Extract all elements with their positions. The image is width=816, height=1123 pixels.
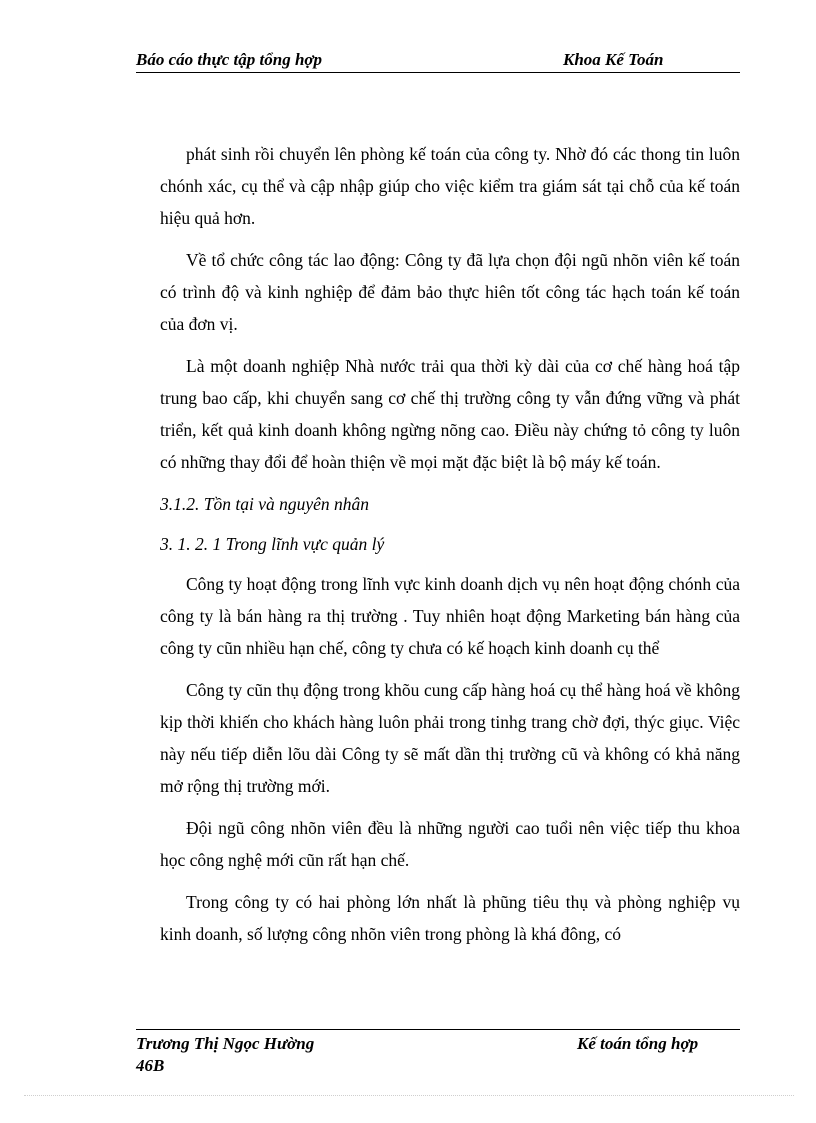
footer-class: 46B — [136, 1056, 165, 1075]
page-footer — [136, 1033, 740, 1079]
paragraph-6: Đội ngũ công nhõn viên đều là những người cao tuổi nên việc tiếp thu khoa học công nghệ mới cũn rất hạn chế. — [160, 818, 740, 870]
footer-rule — [136, 1029, 740, 1030]
paragraph-7: Trong công ty có hai phòng lớn nhất là phũng tiêu thụ và phòng nghiệp vụ kinh doanh, số lượng công nhõn viên trong phòng là khá đông, có — [160, 892, 740, 944]
header-faculty: Khoa Kế Toán — [563, 50, 664, 69]
header-rule — [136, 72, 740, 73]
footer-author: Trương Thị Ngọc Hường — [136, 1034, 315, 1053]
page-header — [136, 50, 740, 72]
paragraph-2: Về tổ chức công tác lao động: Công ty đã lựa chọn đội ngũ nhõn viên kế toán có trình độ và kinh nghiệp để đảm bảo thực hiên tốt công tác hạch toán kế toán của đơn vị. — [160, 250, 740, 334]
header-report-title: Báo cáo thực tập tổng hợp — [136, 50, 323, 69]
section-heading-3-1-2: 3.1.2. Tồn tại và nguyên nhân — [160, 494, 370, 514]
page-body — [160, 138, 740, 960]
paragraph-3: Là một doanh nghiệp Nhà nước trải qua thời kỳ dài của cơ chế hàng hoá tập trung bao cấp, khi chuyển sang cơ chế thị trường công ty vẫn đứng vững và phát triển, kết quả kinh doanh không ngừng nõng cao. Điều này chứng tỏ công ty luôn có những thay đổi để hoàn thiện về mọi mặt đặc biệt là bộ máy kế toán. — [160, 356, 740, 472]
subsection-heading-3-1-2-1: 3. 1. 2. 1 Trong lĩnh vực quản lý — [160, 534, 385, 554]
paragraph-4: Công ty hoạt động trong lĩnh vực kinh doanh dịch vụ nên hoạt động chónh của công ty là bán hàng ra thị trường . Tuy nhiên hoạt động Marketing bán hàng của công ty cũn nhiều hạn chế, công ty chưa có kế hoạch kinh doanh cụ thể — [160, 574, 740, 658]
footer-subject: Kế toán tổng hợp — [577, 1034, 699, 1053]
page-bottom-border — [24, 1095, 794, 1096]
paragraph-1: phát sinh rồi chuyển lên phòng kế toán của công ty. Nhờ đó các thong tin luôn chónh xác, cụ thể và cập nhập giúp cho việc kiểm tra giám sát tại chỗ của kế toán hiệu quả hơn. — [160, 144, 740, 228]
paragraph-5: Công ty cũn thụ động trong khõu cung cấp hàng hoá cụ thể hàng hoá về không kịp thời khiến cho khách hàng luôn phải trong tinhg trang chờ đợi, thýc giục. Việc này nếu tiếp diễn lõu dài Công ty sẽ mất dần thị trường cũ và không có khả năng mở rộng thị trường mới. — [160, 680, 740, 796]
